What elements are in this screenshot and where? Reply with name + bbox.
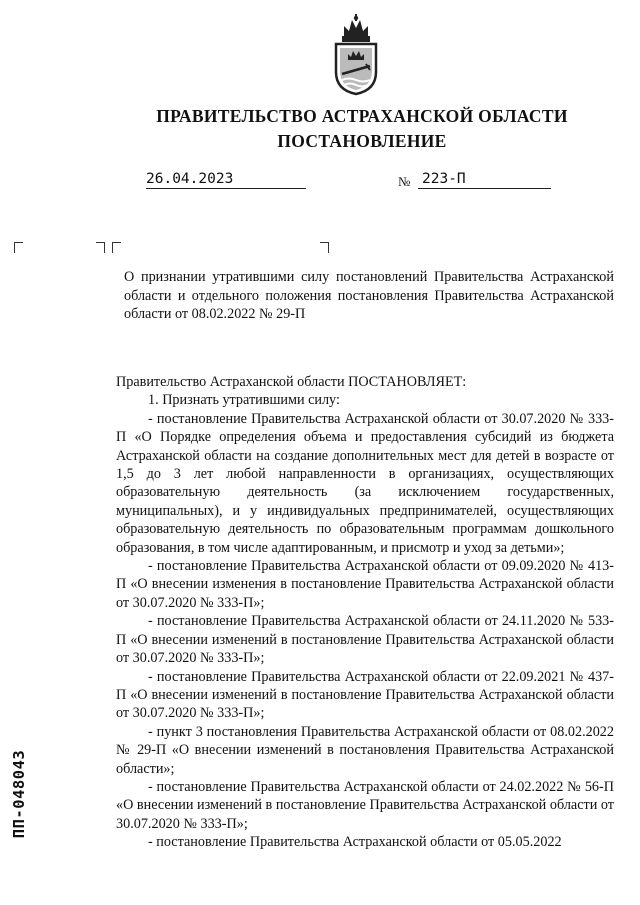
paragraph: 1. Признать утратившими силу: [148,392,340,409]
serial-number-text: ПП-048043 [10,749,28,839]
number-label: № [398,174,411,189]
preamble: Правительство Астраханской области ПОСТАНОВЛЯЕТ: [116,374,467,390]
document-subject: О признании утратившими силу постановлений Правительства Астраханской области и отдельного положения постановления Правительства Астраханской области от 08.02.2022 № 29-П [124,269,614,322]
paragraph: - постановление Правительства Астраханской области от 24.11.2020 № 533-П «О внесении изменений в постановление Правительства Астраханской области от 30.07.2020 № 333-П»; [116,613,614,667]
paragraph: - постановление Правительства Астраханской области от 30.07.2020 № 333-П «О Порядке определения объема и предоставления субсидий из бюджета Астраханской области на создание дополнительных мест для детей в возрасте от 1,5 до 3 лет любой направленности в организациях, осуществляющих образовательную деятельность (за исключением государственных, муниципальных), и у индивидуальных предпринимателей, осуществляющих образовательную деятельность по образовательным программам дошкольного образования, в том числе адаптированным, и присмотр и уход за детьми»; [116,410,614,556]
document-body [116,373,614,852]
corner-mark [320,242,329,253]
corner-mark [14,242,23,253]
serial-number [6,738,32,850]
corner-mark [96,242,105,253]
organization-title: ПРАВИТЕЛЬСТВО АСТРАХАНСКОЙ ОБЛАСТИ [156,106,568,126]
paragraph: - постановление Правительства Астраханской области от 05.05.2022 [148,834,562,851]
corner-mark [112,242,121,253]
paragraph: - пункт 3 постановления Правительства Астраханской области от 08.02.2022 № 29-П «О внесении изменений в постановления Правительства Астраханской области»; [116,723,614,777]
document-number: 223-П [418,170,551,189]
document-date: 26.04.2023 [146,170,306,189]
coat-of-arms-icon [330,14,382,96]
document-type: ПОСТАНОВЛЕНИЕ [277,131,447,151]
paragraph: - постановление Правительства Астраханской области от 24.02.2022 № 56-П «О внесении изменений в постановление Правительства Астраханской области от 30.07.2020 № 333-П»; [116,778,614,832]
paragraph: - постановление Правительства Астраханской области от 09.09.2020 № 413-П «О внесении изменения в постановление Правительства Астраханской области от 30.07.2020 № 333-П»; [116,558,614,611]
paragraph: - постановление Правительства Астраханской области от 22.09.2021 № 437-П «О внесении изменений в постановление Правительства Астраханской области от 30.07.2020 № 333-П»; [116,668,614,722]
